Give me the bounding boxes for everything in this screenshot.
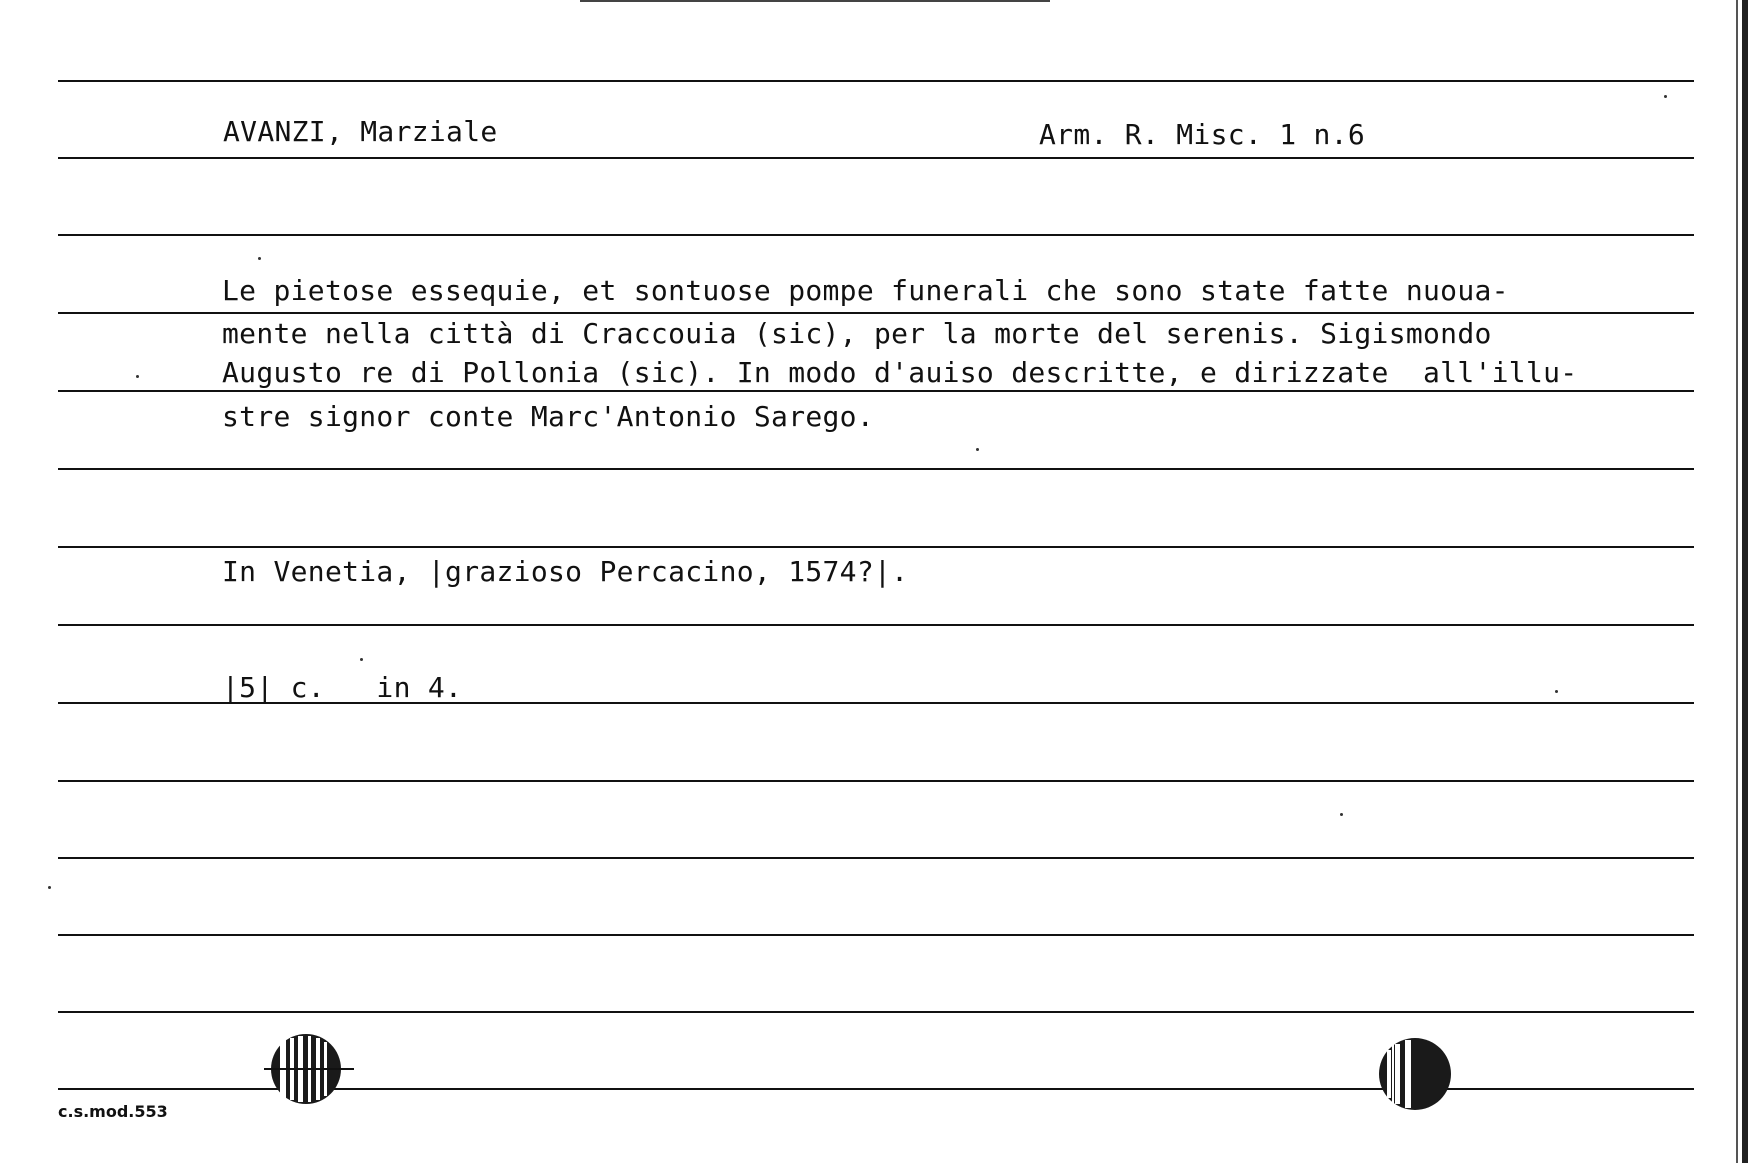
collation: |5| c. in 4.	[222, 671, 463, 704]
punch-hole-left-icon	[264, 1030, 354, 1110]
speck	[48, 886, 51, 889]
speck	[1555, 690, 1558, 693]
ruled-line	[58, 468, 1694, 470]
imprint: In Venetia, |grazioso Percacino, 1574?|.	[222, 555, 909, 588]
ruled-line	[58, 390, 1694, 392]
speck	[1664, 95, 1667, 98]
speck	[976, 448, 979, 451]
card-right-edge-inner	[1736, 0, 1738, 1163]
ruled-line	[58, 546, 1694, 548]
ruled-line	[58, 80, 1694, 82]
ruled-line	[58, 780, 1694, 782]
card-right-edge	[1742, 0, 1748, 1163]
title-line-3: Augusto re di Pollonia (sic). In modo d'auiso descritte, e dirizzate all'illu-	[222, 356, 1578, 389]
ruled-line	[58, 857, 1694, 859]
shelfmark: Arm. R. Misc. 1 n.6	[1039, 118, 1365, 151]
ruled-line	[58, 624, 1694, 626]
ruled-line	[58, 1011, 1694, 1013]
ruled-line	[58, 157, 1694, 159]
ruled-line	[58, 934, 1694, 936]
title-line-1: Le pietose essequie, et sontuose pompe funerali che sono state fatte nuoua-	[222, 274, 1509, 307]
punch-hole-right-icon	[1375, 1036, 1455, 1116]
ruled-line	[58, 234, 1694, 236]
form-code: c.s.mod.553	[58, 1102, 168, 1121]
ruled-line	[58, 312, 1694, 314]
speck	[258, 257, 261, 260]
title-line-4: stre signor conte Marc'Antonio Sarego.	[222, 400, 874, 433]
author-heading: AVANZI, Marziale	[223, 115, 498, 148]
speck	[360, 658, 363, 661]
title-line-2: mente nella città di Craccouia (sic), per la morte del serenis. Sigismondo	[222, 317, 1492, 350]
card-top-edge	[580, 0, 1050, 2]
speck	[136, 375, 139, 378]
speck	[1340, 813, 1343, 816]
